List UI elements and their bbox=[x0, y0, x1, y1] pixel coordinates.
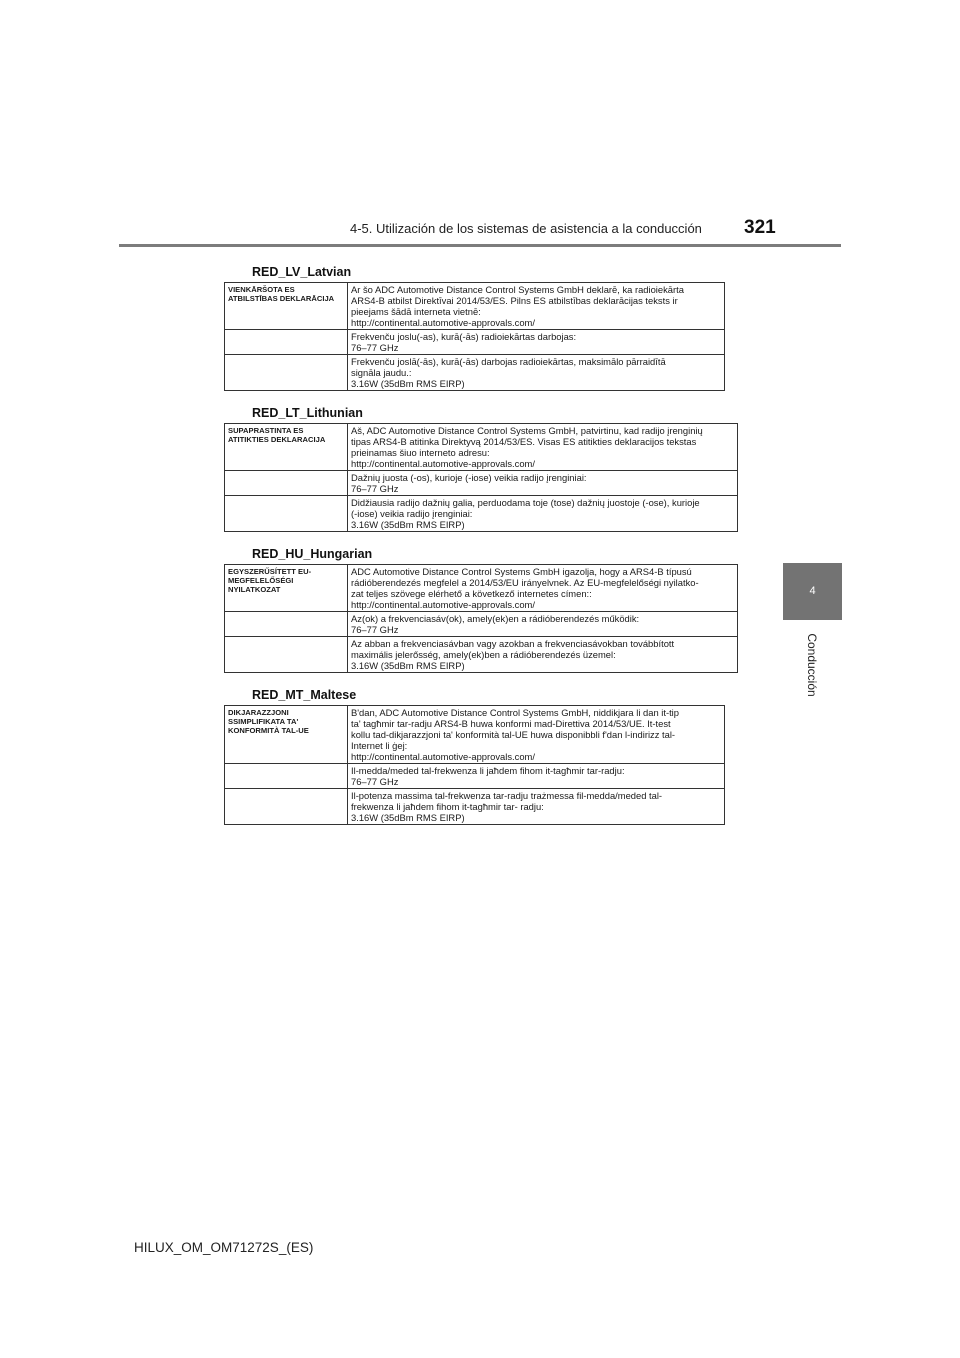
max-power-text: Il-potenza massima tal-frekwenza tar-radju trażmessa fil-medda/meded tal- frekwenza li jaħdem fihom it-tagħmir tar- radju: 3.16W (35dBm RMS EIRP) bbox=[348, 789, 725, 825]
section-heading-hungarian: RED_HU_Hungarian bbox=[252, 547, 373, 561]
max-power-text: Az abban a frekvenciasávban vagy azokban a frekvenciasávokban továbbított maximális jelerősség, amely(ek)ben a rádióberendezés üzemel: 3.16W (35dBm RMS EIRP) bbox=[348, 637, 738, 673]
frequency-band-text: Az(ok) a frekvenciasáv(ok), amely(ek)en a rádióberendezés működik: 76–77 GHz bbox=[348, 612, 738, 637]
frequency-band-text: Frekvenču joslu(-as), kurā(-ās) radioiekārtas darbojas: 76–77 GHz bbox=[348, 330, 725, 355]
declaration-label bbox=[225, 330, 348, 355]
section-heading-lithuanian: RED_LT_Lithunian bbox=[252, 406, 363, 420]
declaration-text: ADC Automotive Distance Control Systems GmbH igazolja, hogy a ARS4-B típusú rádióberendezés megfelel a 2014/53/EU irányelvnek. Az EU-megfelelőségi nyilatko- zat teljes szövege elérhető a következő internetes címen:: http://continental.automotive-approvals.com/ bbox=[348, 565, 738, 612]
declaration-label: DIKJARAZZJONI SSIMPLIFIKATA TA' KONFORMITÀ TAL-UE bbox=[225, 706, 348, 764]
declaration-table-lithuanian bbox=[224, 423, 738, 532]
declaration-label bbox=[225, 355, 348, 391]
frequency-band-text: Il-medda/meded tal-frekwenza li jaħdem fihom it-tagħmir tar-radju: 76–77 GHz bbox=[348, 764, 725, 789]
max-power-text: Didžiausia radijo dažnių galia, perduodama toje (tose) dažnių juostoje (-ose), kurioje (-iose) veikia radijo įrenginiai: 3.16W (35dBm RMS EIRP) bbox=[348, 496, 738, 532]
declaration-label bbox=[225, 471, 348, 496]
page-number: 321 bbox=[744, 217, 776, 238]
declaration-label bbox=[225, 496, 348, 532]
frequency-band-text: Dažnių juosta (-os), kurioje (-iose) veikia radijo įrenginiai: 76–77 GHz bbox=[348, 471, 738, 496]
chapter-tab: 4 bbox=[783, 563, 842, 620]
chapter-side-label-text: Conducción bbox=[805, 633, 819, 697]
declaration-label bbox=[225, 789, 348, 825]
declaration-text: Aš, ADC Automotive Distance Control Systems GmbH, patvirtinu, kad radijo įrenginių tipas ARS4-B atitinka Direktyvą 2014/53/ES. Visas ES atitikties deklaracijos tekstas prieinamas šiuo interneto adresu: http://continental.automotive-approvals.com/ bbox=[348, 424, 738, 471]
declaration-label bbox=[225, 612, 348, 637]
declaration-label: EGYSZERŰSÍTETT EU-MEGFELELŐSÉGI NYILATKOZAT bbox=[225, 565, 348, 612]
declaration-label: VIENKĀRŠOTA ES ATBILSTĪBAS DEKLARĀCIJA bbox=[225, 283, 348, 330]
header-divider bbox=[119, 244, 841, 247]
declaration-text: Ar šo ADC Automotive Distance Control Systems GmbH deklarē, ka radioiekārta ARS4-B atbilst Direktīvai 2014/53/ES. Pilns ES atbilstības deklarācijas teksts ir pieejams šādā interneta vietnē: http://continental.automotive-approvals.com/ bbox=[348, 283, 725, 330]
table-row bbox=[225, 424, 738, 471]
declaration-label: SUPAPRASTINTA ES ATITIKTIES DEKLARACIJA bbox=[225, 424, 348, 471]
declaration-text: B'dan, ADC Automotive Distance Control Systems GmbH, niddikjara li dan it-tip ta' tagħmir tar-radju ARS4-B huwa konformi mad-Direttiva 2014/53/UE. It-test kollu tad-dikjarazzjoni ta' konformità tal-UE huwa disponibbli f'dan l-indirizz tal- Internet li ġej: http://continental.automotive-approvals.com/ bbox=[348, 706, 725, 764]
declaration-table-latvian bbox=[224, 282, 725, 391]
table-row bbox=[225, 496, 738, 532]
declaration-label bbox=[225, 637, 348, 673]
chapter-title: 4-5. Utilización de los sistemas de asistencia a la conducción bbox=[350, 221, 702, 236]
declaration-label bbox=[225, 764, 348, 789]
table-row bbox=[225, 355, 725, 391]
max-power-text: Frekvenču joslā(-ās), kurā(-ās) darbojas radioiekārtas, maksimālo pārraidītā signāla jaudu.: 3.16W (35dBm RMS EIRP) bbox=[348, 355, 725, 391]
table-row bbox=[225, 789, 725, 825]
table-row bbox=[225, 330, 725, 355]
table-row bbox=[225, 637, 738, 673]
table-row bbox=[225, 764, 725, 789]
table-row bbox=[225, 612, 738, 637]
table-row bbox=[225, 283, 725, 330]
document-code: HILUX_OM_OM71272S_(ES) bbox=[134, 1240, 314, 1255]
table-row bbox=[225, 471, 738, 496]
section-heading-maltese: RED_MT_Maltese bbox=[252, 688, 357, 702]
declaration-table-hungarian bbox=[224, 564, 738, 673]
declaration-table-maltese bbox=[224, 705, 725, 825]
section-heading-latvian: RED_LV_Latvian bbox=[252, 265, 352, 279]
table-row bbox=[225, 706, 725, 764]
table-row bbox=[225, 565, 738, 612]
